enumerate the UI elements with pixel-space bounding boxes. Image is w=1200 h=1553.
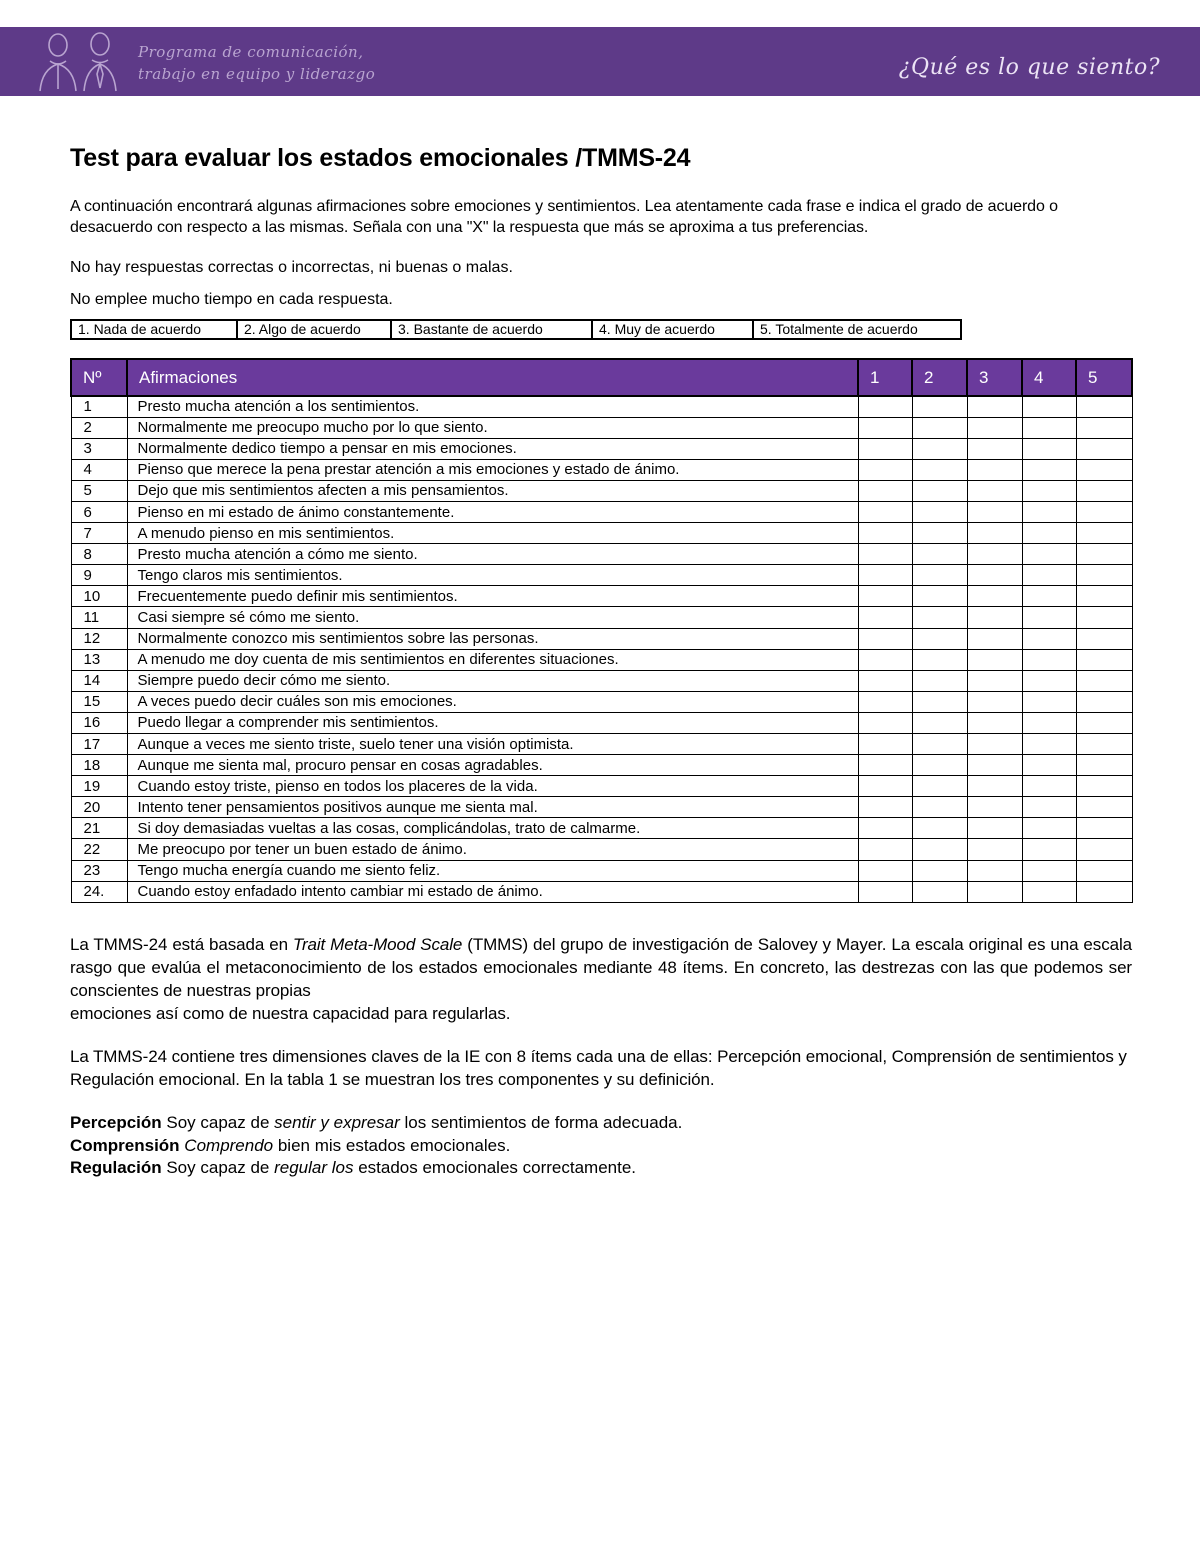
answer-box-4[interactable] (1022, 396, 1076, 417)
answer-box-3[interactable] (967, 565, 1022, 586)
answer-box-2[interactable] (912, 438, 967, 459)
answer-box-5[interactable] (1076, 797, 1132, 818)
answer-box-5[interactable] (1076, 523, 1132, 544)
row-number: 11 (71, 607, 127, 628)
table-row (71, 776, 1132, 797)
row-statement: A menudo me doy cuenta de mis sentimientos en diferentes situaciones. (127, 649, 858, 670)
header-option-4: 4 (1022, 359, 1076, 396)
answer-box-5[interactable] (1076, 670, 1132, 691)
scale-option-1: 1. Nada de acuerdo (72, 321, 238, 338)
answer-box-5[interactable] (1076, 755, 1132, 776)
answer-box-1[interactable] (858, 734, 912, 755)
intro-paragraph: A continuación encontrará algunas afirmaciones sobre emociones y sentimientos. Lea atentamente cada frase e indica el grado de acuerdo o desacuerdo con respecto a las mismas. Señala con una "X" la respuesta que más se aproxima a tus preferencias. (70, 198, 1058, 236)
row-statement: Presto mucha atención a cómo me siento. (127, 544, 858, 565)
answer-box-1[interactable] (858, 628, 912, 649)
answer-box-2[interactable] (912, 565, 967, 586)
para1-c: emociones así como de nuestra capacidad para regularlas. (70, 1004, 511, 1023)
row-number: 19 (71, 776, 127, 797)
answer-box-2[interactable] (912, 480, 967, 501)
scale-option-2: 2. Algo de acuerdo (238, 321, 392, 338)
header-option-5: 5 (1076, 359, 1132, 396)
row-number: 8 (71, 544, 127, 565)
program-name (138, 41, 375, 85)
row-statement: Dejo que mis sentimientos afecten a mis pensamientos. (127, 480, 858, 501)
table-row (71, 438, 1132, 459)
table-row (71, 860, 1132, 881)
row-statement: Tengo claros mis sentimientos. (127, 565, 858, 586)
answer-box-1[interactable] (858, 523, 912, 544)
table-row (71, 586, 1132, 607)
answer-box-3[interactable] (967, 797, 1022, 818)
answer-box-5[interactable] (1076, 565, 1132, 586)
answer-box-4[interactable] (1022, 628, 1076, 649)
answer-box-5[interactable] (1076, 544, 1132, 565)
answer-box-3[interactable] (967, 734, 1022, 755)
definition-regulation (70, 1157, 682, 1180)
answer-box-5[interactable] (1076, 586, 1132, 607)
row-statement: Normalmente conozco mis sentimientos sobre las personas. (127, 628, 858, 649)
table-row (71, 523, 1132, 544)
people-logo-icon (30, 31, 130, 93)
answer-box-3[interactable] (967, 649, 1022, 670)
table-row (71, 628, 1132, 649)
def-em: Comprendo (184, 1135, 274, 1155)
answer-box-4[interactable] (1022, 586, 1076, 607)
answer-box-2[interactable] (912, 776, 967, 797)
para1-italic: Trait Meta-Mood Scale (292, 935, 463, 954)
answer-box-3[interactable] (967, 881, 1022, 902)
answer-box-3[interactable] (967, 628, 1022, 649)
answer-box-1[interactable] (858, 586, 912, 607)
row-statement: Si doy demasiadas vueltas a las cosas, complicándolas, trato de calmarme. (127, 818, 858, 839)
page-title: Test para evaluar los estados emocionales /TMMS-24 (70, 144, 691, 172)
answer-box-5[interactable] (1076, 734, 1132, 755)
header-number: Nº (71, 359, 127, 396)
header-question: ¿Qué es lo que siento? (898, 55, 1160, 80)
def-em: sentir y expresar (274, 1113, 400, 1132)
answer-box-4[interactable] (1022, 755, 1076, 776)
header-statements: Afirmaciones (127, 359, 858, 396)
answer-box-1[interactable] (858, 818, 912, 839)
answer-box-5[interactable] (1076, 818, 1132, 839)
answer-box-3[interactable] (967, 776, 1022, 797)
answer-box-2[interactable] (912, 691, 967, 712)
answer-box-1[interactable] (858, 480, 912, 501)
statements-table (70, 358, 1133, 903)
answer-box-2[interactable] (912, 501, 967, 522)
row-number: 14 (71, 670, 127, 691)
answer-box-3[interactable] (967, 712, 1022, 733)
row-number: 15 (71, 691, 127, 712)
answer-box-1[interactable] (858, 712, 912, 733)
row-statement: Pienso que merece la pena prestar atención a mis emociones y estado de ánimo. (127, 459, 858, 480)
answer-box-3[interactable] (967, 691, 1022, 712)
row-statement: Intento tener pensamientos positivos aunque me sienta mal. (127, 797, 858, 818)
def-pre: Soy capaz de (161, 1113, 275, 1132)
answer-box-4[interactable] (1022, 860, 1076, 881)
answer-box-1[interactable] (858, 396, 912, 417)
answer-box-4[interactable] (1022, 523, 1076, 544)
row-number: 13 (71, 649, 127, 670)
answer-box-1[interactable] (858, 691, 912, 712)
row-number: 6 (71, 501, 127, 522)
answer-box-5[interactable] (1076, 776, 1132, 797)
table-row (71, 797, 1132, 818)
row-number: 18 (71, 755, 127, 776)
table-row (71, 691, 1132, 712)
row-statement: A menudo pienso en mis sentimientos. (127, 523, 858, 544)
answer-box-5[interactable] (1076, 712, 1132, 733)
answer-box-1[interactable] (858, 649, 912, 670)
answer-box-4[interactable] (1022, 691, 1076, 712)
header-banner (0, 27, 1200, 96)
answer-box-5[interactable] (1076, 417, 1132, 438)
answer-box-1[interactable] (858, 417, 912, 438)
row-statement: Cuando estoy enfadado intento cambiar mi estado de ánimo. (127, 881, 858, 902)
scale-option-5: 5. Totalmente de acuerdo (760, 321, 918, 337)
term: Comprensión (70, 1135, 180, 1155)
row-number: 20 (71, 797, 127, 818)
row-statement: Aunque a veces me siento triste, suelo tener una visión optimista. (127, 734, 858, 755)
definition-comprehension (70, 1135, 682, 1158)
header-option-2: 2 (912, 359, 967, 396)
table-row (71, 649, 1132, 670)
row-statement: A veces puedo decir cuáles son mis emociones. (127, 691, 858, 712)
row-number: 1 (71, 396, 127, 417)
answer-box-1[interactable] (858, 860, 912, 881)
header-option-3: 3 (967, 359, 1022, 396)
answer-box-5[interactable] (1076, 459, 1132, 480)
program-line-2: trabajo en equipo y liderazgo (138, 65, 376, 83)
answer-box-4[interactable] (1022, 649, 1076, 670)
answer-box-5[interactable] (1076, 396, 1132, 417)
answer-box-3[interactable] (967, 544, 1022, 565)
row-number: 3 (71, 438, 127, 459)
row-statement: Presto mucha atención a los sentimientos. (127, 396, 858, 417)
row-number: 2 (71, 417, 127, 438)
response-scale (70, 319, 962, 340)
def-post: bien mis estados emocionales. (273, 1135, 511, 1155)
table-row (71, 607, 1132, 628)
answer-box-4[interactable] (1022, 797, 1076, 818)
paragraph-dimensions: La TMMS-24 contiene tres dimensiones claves de la IE con 8 ítems cada una de ellas: Percepción emocional, Comprensión de sentimientos y Regulación emocional. En la tabla 1 se muestran los tres componentes y su definición. (70, 1047, 1127, 1089)
header-option-1: 1 (858, 359, 912, 396)
answer-box-1[interactable] (858, 839, 912, 860)
answer-box-1[interactable] (858, 755, 912, 776)
def-em: regular los (274, 1158, 354, 1177)
answer-box-2[interactable] (912, 797, 967, 818)
answer-box-1[interactable] (858, 544, 912, 565)
scale-option-3: 3. Bastante de acuerdo (392, 321, 593, 338)
answer-box-1[interactable] (858, 565, 912, 586)
row-statement: Casi siempre sé cómo me siento. (127, 607, 858, 628)
answer-box-2[interactable] (912, 881, 967, 902)
answer-box-4[interactable] (1022, 776, 1076, 797)
row-statement: Tengo mucha energía cuando me siento feliz. (127, 860, 858, 881)
answer-box-2[interactable] (912, 607, 967, 628)
note-no-correct-answers: No hay respuestas correctas o incorrectas, ni buenas o malas. (70, 259, 513, 276)
answer-box-2[interactable] (912, 459, 967, 480)
table-header-row (71, 359, 1132, 396)
table-row (71, 480, 1132, 501)
answer-box-5[interactable] (1076, 501, 1132, 522)
answer-box-2[interactable] (912, 396, 967, 417)
answer-box-3[interactable] (967, 670, 1022, 691)
answer-box-3[interactable] (967, 755, 1022, 776)
answer-box-1[interactable] (858, 501, 912, 522)
note-time: No emplee mucho tiempo en cada respuesta. (70, 291, 393, 308)
row-number: 17 (71, 734, 127, 755)
answer-box-1[interactable] (858, 670, 912, 691)
row-number: 4 (71, 459, 127, 480)
row-number: 24. (71, 881, 127, 902)
answer-box-4[interactable] (1022, 881, 1076, 902)
answer-box-5[interactable] (1076, 691, 1132, 712)
answer-box-5[interactable] (1076, 480, 1132, 501)
answer-box-4[interactable] (1022, 501, 1076, 522)
answer-box-4[interactable] (1022, 839, 1076, 860)
row-number: 22 (71, 839, 127, 860)
answer-box-1[interactable] (858, 776, 912, 797)
row-statement: Puedo llegar a comprender mis sentimientos. (127, 712, 858, 733)
answer-box-3[interactable] (967, 480, 1022, 501)
row-number: 12 (71, 628, 127, 649)
paragraph-tmms-origin (70, 933, 1132, 1025)
table-row (71, 565, 1132, 586)
answer-box-4[interactable] (1022, 712, 1076, 733)
answer-box-3[interactable] (967, 523, 1022, 544)
row-number: 16 (71, 712, 127, 733)
answer-box-1[interactable] (858, 797, 912, 818)
answer-box-4[interactable] (1022, 670, 1076, 691)
answer-box-2[interactable] (912, 586, 967, 607)
table-row (71, 755, 1132, 776)
row-number: 10 (71, 586, 127, 607)
answer-box-2[interactable] (912, 734, 967, 755)
table-row (71, 839, 1132, 860)
def-post: estados emocionales correctamente. (353, 1158, 637, 1177)
row-number: 5 (71, 480, 127, 501)
answer-box-4[interactable] (1022, 607, 1076, 628)
row-number: 21 (71, 818, 127, 839)
answer-box-5[interactable] (1076, 438, 1132, 459)
row-statement: Me preocupo por tener un buen estado de ánimo. (127, 839, 858, 860)
table-row (71, 818, 1132, 839)
def-pre: Soy capaz de (161, 1158, 275, 1177)
term: Percepción (70, 1113, 162, 1132)
row-number: 9 (71, 565, 127, 586)
answer-box-4[interactable] (1022, 565, 1076, 586)
answer-box-5[interactable] (1076, 607, 1132, 628)
answer-box-1[interactable] (858, 459, 912, 480)
answer-box-1[interactable] (858, 438, 912, 459)
para1-b: (TMMS) del grupo de investigación de Salovey y Mayer. La escala original es una escala rasgo que evalúa el metaconocimiento de los estados emocionales mediante 48 ítems. En concreto, las destrezas con las que podemos ser conscientes de nuestras propias (70, 935, 1132, 1000)
table-row (71, 734, 1132, 755)
answer-box-2[interactable] (912, 544, 967, 565)
scale-option-4: 4. Muy de acuerdo (593, 321, 754, 338)
answer-box-3[interactable] (967, 607, 1022, 628)
def-post: los sentimientos de forma adecuada. (399, 1113, 683, 1132)
row-statement: Siempre puedo decir cómo me siento. (127, 670, 858, 691)
answer-box-4[interactable] (1022, 438, 1076, 459)
answer-box-1[interactable] (858, 607, 912, 628)
table-row (71, 544, 1132, 565)
answer-box-3[interactable] (967, 860, 1022, 881)
answer-box-2[interactable] (912, 670, 967, 691)
answer-box-3[interactable] (967, 459, 1022, 480)
answer-box-4[interactable] (1022, 459, 1076, 480)
definition-perception (70, 1112, 682, 1135)
answer-box-3[interactable] (967, 396, 1022, 417)
answer-box-2[interactable] (912, 755, 967, 776)
table-row (71, 417, 1132, 438)
table-row (71, 712, 1132, 733)
table-row (71, 881, 1132, 902)
row-statement: Normalmente me preocupo mucho por lo que siento. (127, 417, 858, 438)
answer-box-2[interactable] (912, 417, 967, 438)
table-row (71, 670, 1132, 691)
row-number: 23 (71, 860, 127, 881)
answer-box-5[interactable] (1076, 628, 1132, 649)
answer-box-4[interactable] (1022, 818, 1076, 839)
answer-box-3[interactable] (967, 586, 1022, 607)
answer-box-3[interactable] (967, 438, 1022, 459)
answer-box-2[interactable] (912, 860, 967, 881)
answer-box-4[interactable] (1022, 544, 1076, 565)
answer-box-5[interactable] (1076, 839, 1132, 860)
row-statement: Frecuentemente puedo definir mis sentimientos. (127, 586, 858, 607)
answer-box-5[interactable] (1076, 649, 1132, 670)
table-row (71, 459, 1132, 480)
answer-box-2[interactable] (912, 712, 967, 733)
answer-box-5[interactable] (1076, 881, 1132, 902)
table-row (71, 501, 1132, 522)
row-statement: Aunque me sienta mal, procuro pensar en cosas agradables. (127, 755, 858, 776)
answer-box-2[interactable] (912, 523, 967, 544)
term: Regulación (70, 1158, 162, 1177)
answer-box-3[interactable] (967, 839, 1022, 860)
row-number: 7 (71, 523, 127, 544)
answer-box-2[interactable] (912, 649, 967, 670)
para1-a: La TMMS-24 está basada en (70, 935, 293, 954)
answer-box-4[interactable] (1022, 734, 1076, 755)
answer-box-3[interactable] (967, 417, 1022, 438)
answer-box-5[interactable] (1076, 860, 1132, 881)
program-line-1: Programa de comunicación, (138, 43, 364, 61)
answer-box-3[interactable] (967, 501, 1022, 522)
definitions (70, 1112, 682, 1180)
table-row (71, 396, 1132, 417)
answer-box-2[interactable] (912, 818, 967, 839)
answer-box-2[interactable] (912, 839, 967, 860)
answer-box-4[interactable] (1022, 417, 1076, 438)
row-statement: Normalmente dedico tiempo a pensar en mis emociones. (127, 438, 858, 459)
answer-box-3[interactable] (967, 818, 1022, 839)
row-statement: Pienso en mi estado de ánimo constantemente. (127, 501, 858, 522)
answer-box-4[interactable] (1022, 480, 1076, 501)
answer-box-1[interactable] (858, 881, 912, 902)
row-statement: Cuando estoy triste, pienso en todos los placeres de la vida. (127, 776, 858, 797)
answer-box-2[interactable] (912, 628, 967, 649)
